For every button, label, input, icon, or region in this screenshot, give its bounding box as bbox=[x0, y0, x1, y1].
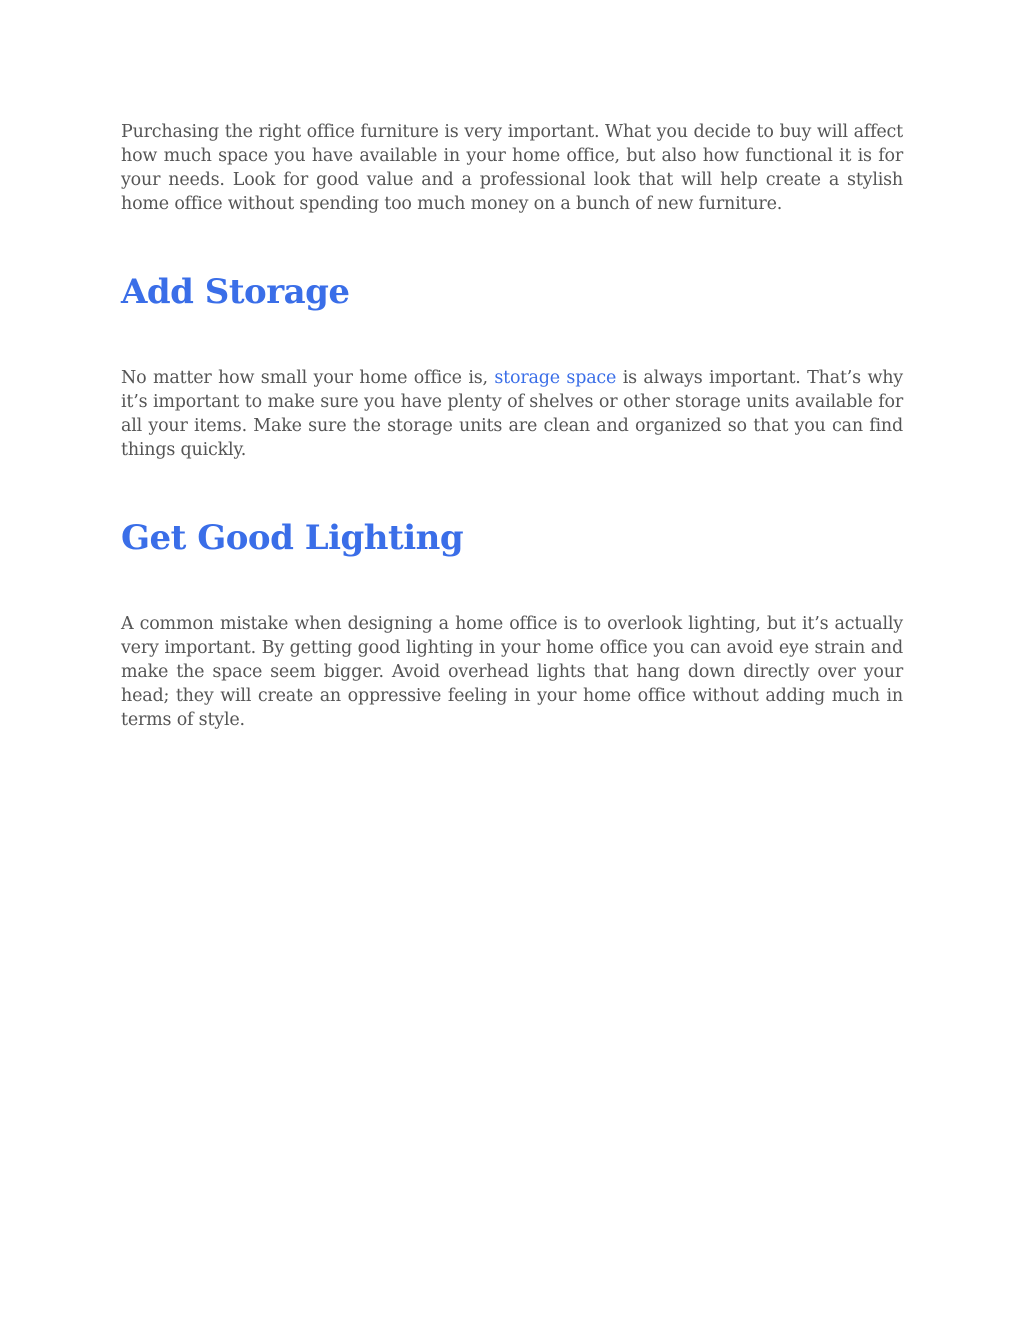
storage-text-after: is always important. That’s why it’s important to make sure you have plenty of shelves or other storage units available for all your items. Make sure the storage units are clean and organized so that you can find things quickly. bbox=[121, 368, 903, 460]
storage-space-link[interactable]: storage space bbox=[494, 368, 617, 388]
storage-paragraph bbox=[121, 366, 903, 462]
get-good-lighting-heading: Get Good Lighting bbox=[121, 518, 464, 558]
storage-text-before: No matter how small your home office is, bbox=[121, 368, 495, 388]
document-page bbox=[121, 120, 903, 732]
intro-paragraph: Purchasing the right office furniture is very important. What you decide to buy will affect how much space you have available in your home office, but also how functional it is for your needs. Look for good value and a professional look that will help create a stylish home office without spending too much money on a bunch of new furniture. bbox=[121, 122, 903, 214]
add-storage-heading: Add Storage bbox=[121, 272, 350, 312]
lighting-paragraph: A common mistake when designing a home office is to overlook lighting, but it’s actually very important. By getting good lighting in your home office you can avoid eye strain and make the space seem bigger. Avoid overhead lights that hang down directly over your head; they will create an oppressive feeling in your home office without adding much in terms of style. bbox=[121, 614, 903, 730]
